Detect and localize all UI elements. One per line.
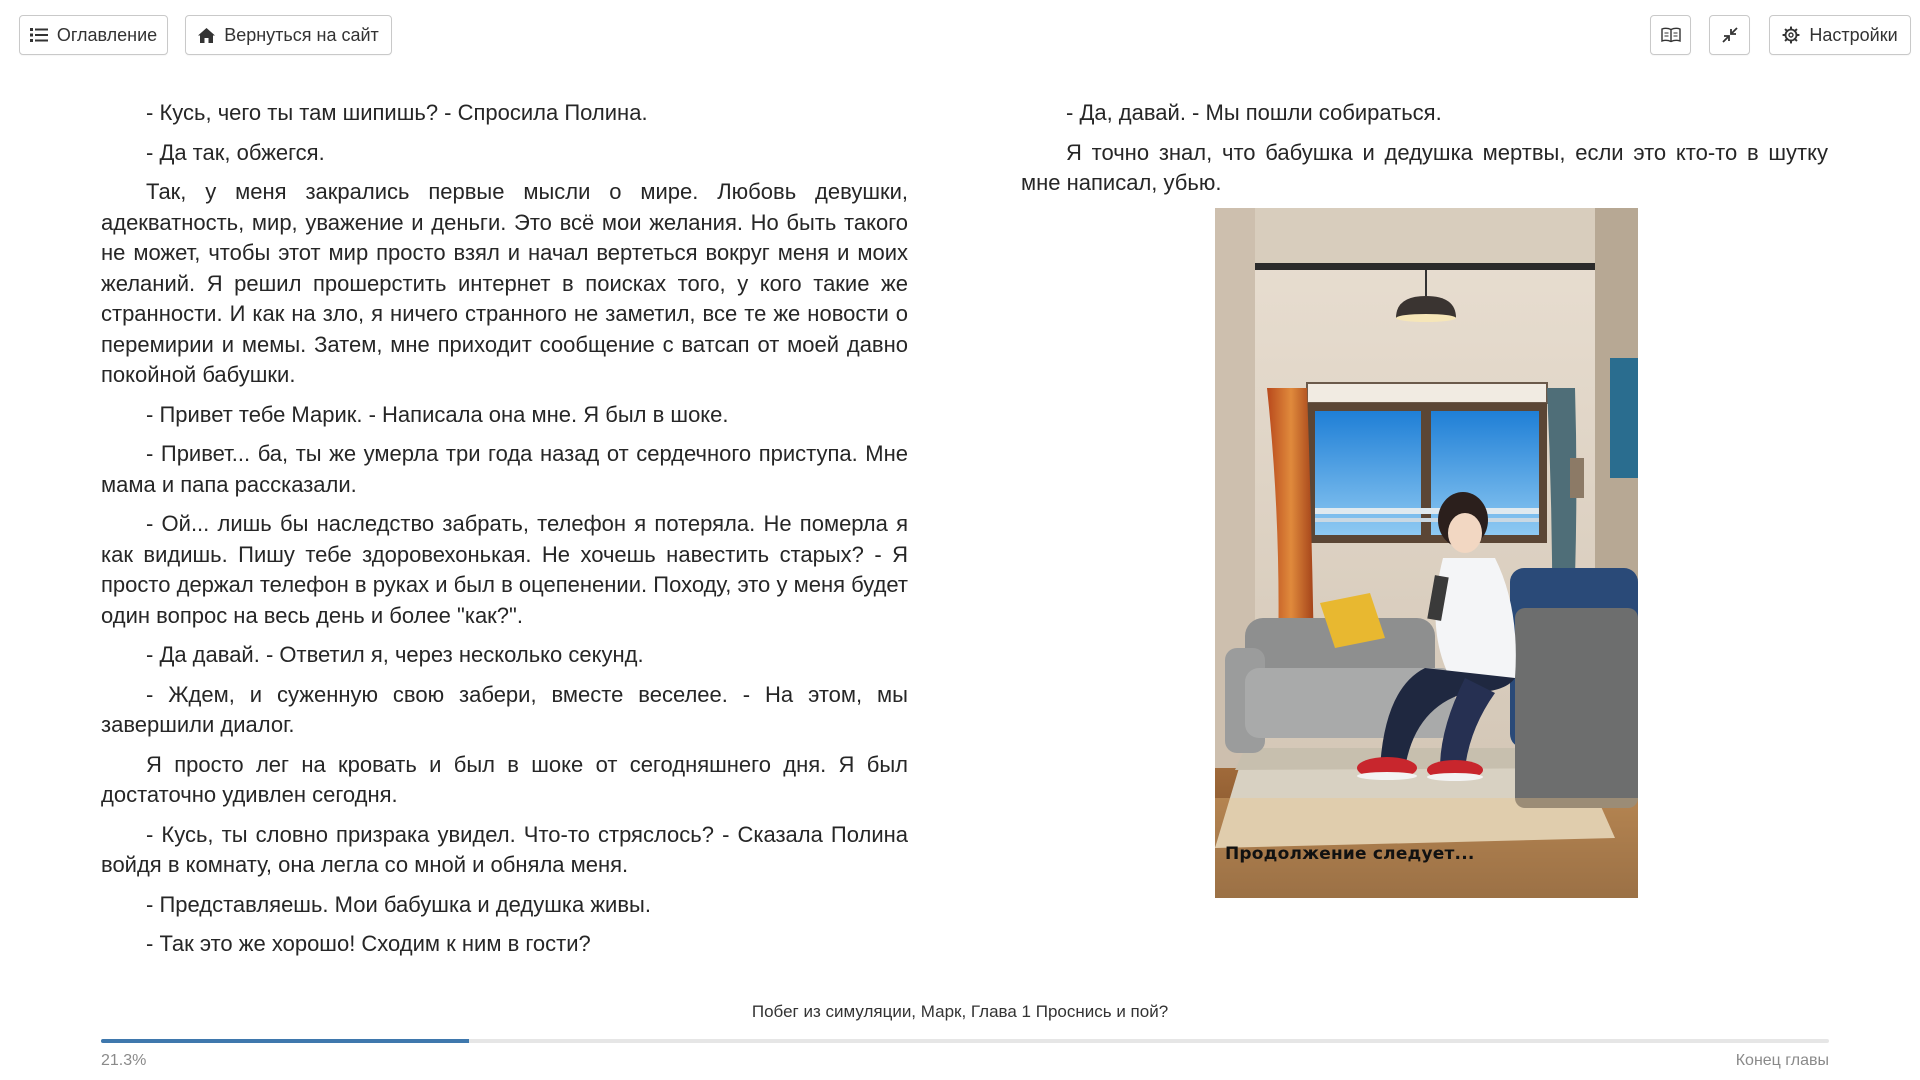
paragraph: - Привет... ба, ты же умерла три года назад от сердечного приступа. Мне мама и папа рассказали. — [101, 441, 908, 497]
paragraph: - Кусь, ты словно призрака увидел. Что-то стряслось? - Сказала Полина войдя в комнату, она легла со мной и обняла меня. — [101, 821, 908, 877]
chapter-end-label: Конец главы — [1735, 1052, 1829, 1069]
right-page — [1021, 98, 1828, 898]
paragraph: - Кусь, чего ты там шипишь? - Спросила Полина. — [146, 100, 648, 125]
paragraph: - Представляешь. Мои бабушка и дедушка живы. — [146, 891, 651, 917]
reading-progress-fill — [101, 1039, 469, 1043]
book-open-icon — [1661, 27, 1681, 43]
page-mode-button[interactable] — [1650, 15, 1691, 55]
chapter-illustration — [1215, 208, 1638, 898]
exit-fullscreen-button[interactable] — [1709, 15, 1750, 55]
paragraph: - Да, давай. - Мы пошли собираться. — [1066, 100, 1442, 125]
home-icon — [198, 28, 215, 43]
left-page — [101, 98, 908, 969]
settings-button[interactable] — [1769, 15, 1911, 55]
paragraph: Так, у меня закрались первые мысли о мире. Любовь девушки, адекватность, мир, уважение и деньги. Это всё мои желания. Но быть такого не может, чтобы этот мир просто взял и начал вертеться вокруг меня и моих желаний. Я решил прошерстить интернет в поисках того, у кого такие же странности. И как на зло, я ничего странного не заметил, все те же новости о перемирии и мемы. Затем, мне приходит сообщение с ватсап от моей давно покойной бабушки. — [101, 179, 908, 387]
toc-label: Оглавление — [56, 24, 158, 45]
gear-icon — [1782, 26, 1800, 44]
reading-progress-bar[interactable] — [101, 1039, 1829, 1043]
toc-button[interactable] — [19, 15, 168, 55]
back-to-site-label: Вернуться на сайт — [224, 24, 379, 45]
paragraph: - Ой... лишь бы наследство забрать, телефон я потеряла. Не померла я как видишь. Пишу тебе здоровехонькая. Не хочешь навестить старых? - Я просто держал телефон в руках и был в оцепенении. Походу, это у меня будет один вопрос на весь день и более "как?". — [101, 511, 908, 628]
paragraph: - Ждем, и суженную свою забери, вместе веселее. - На этом, мы завершили диалог. — [101, 681, 908, 737]
paragraph: Я просто лег на кровать и был в шоке от сегодняшнего дня. Я был достаточно удивлен сегодня. — [101, 751, 908, 807]
chapter-title: Побег из симуляции, Марк, Глава 1 Проснись и пой? — [751, 1002, 1169, 1021]
settings-label: Настройки — [1809, 24, 1898, 45]
paragraph: - Да давай. - Ответил я, через несколько секунд. — [146, 642, 644, 667]
collapse-icon — [1722, 27, 1738, 43]
paragraph: - Так это же хорошо! Сходим к ним в гости? — [146, 931, 591, 956]
illustration-caption: Продолжение следует... — [1225, 844, 1475, 864]
paragraph: - Привет тебе Марик. - Написала она мне. Я был в шоке. — [146, 401, 729, 427]
list-icon — [30, 27, 48, 43]
paragraph: Я точно знал, что бабушка и дедушка мертвы, если это кто-то в шутку мне написал, убью. — [1021, 139, 1828, 195]
paragraph: - Да так, обжегся. — [146, 139, 325, 165]
back-to-site-button[interactable] — [185, 15, 392, 55]
progress-percent: 21.3% — [101, 1052, 147, 1069]
